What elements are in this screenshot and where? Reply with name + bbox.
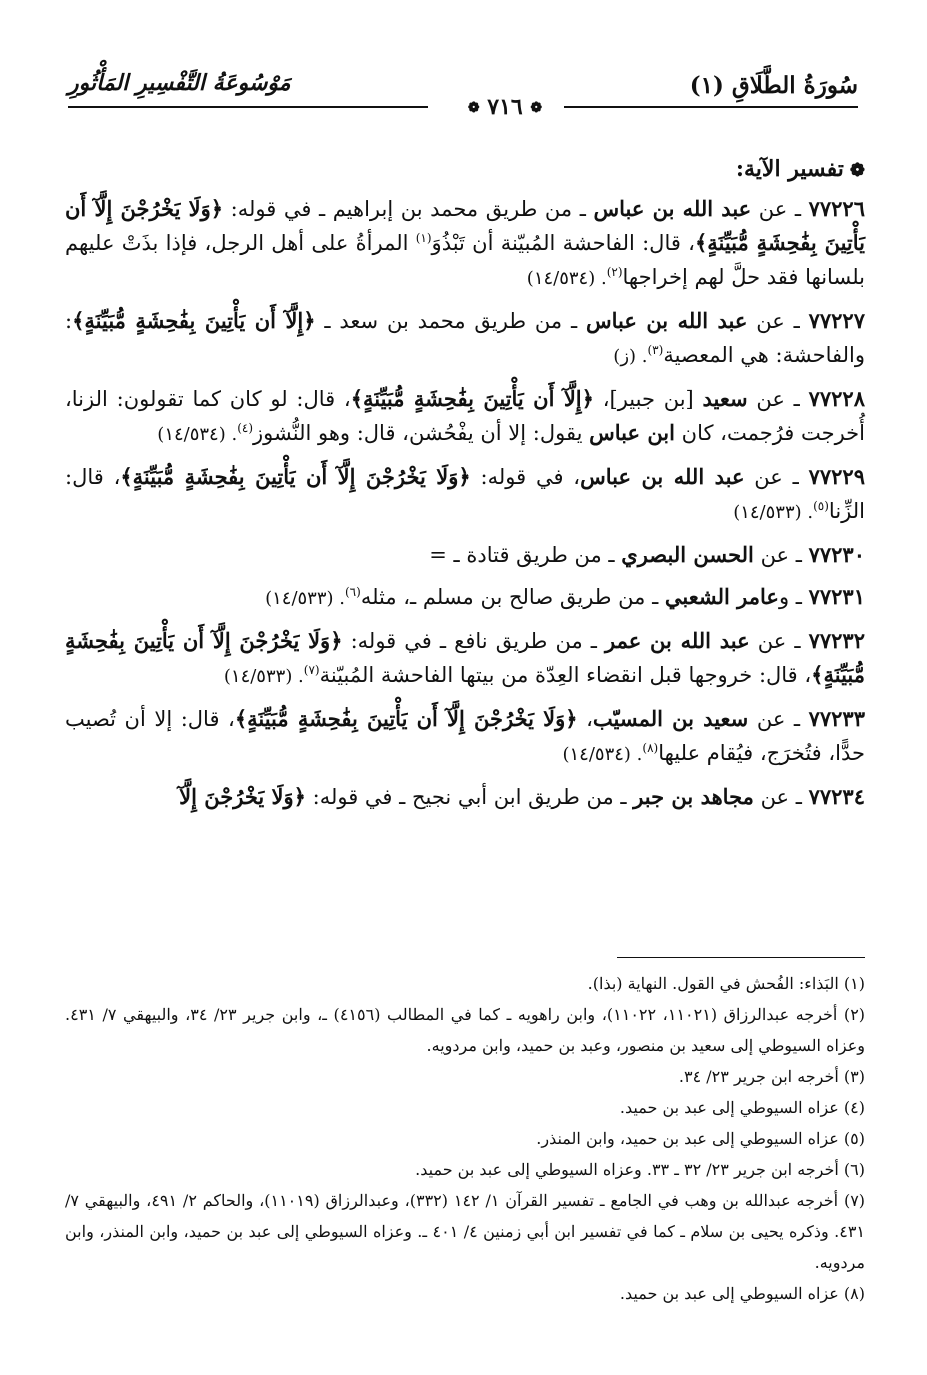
ornament-icon: ❁ — [467, 100, 480, 116]
footnote: (٤) عزاه السيوطي إلى عبد بن حميد. — [619, 1098, 865, 1117]
narrator-name: ابن عباس — [589, 420, 675, 445]
volume-reference: . (١٤/٥٣٣) — [265, 588, 345, 609]
narration-entry: ٧٧٢٢٩ ـ عن عبد الله بن عباس، في قوله: ﴿وَلَا يَخْرُجْنَ إِلَّآ أَن يَأْتِينَ بِفَٰحِشَةٍ مُّبَيِّنَةٍ﴾، قال: الزِّنا$^{(٥)}$. (١٤/٥٣٣) — [65, 464, 865, 523]
narrator-name: مجاهد بن جبر — [633, 784, 754, 809]
series-title: مَوْسُوعَةُ التَّفْسِيرِ المَأْثُورِ — [68, 70, 291, 96]
footnote-marker: (٦) — [344, 585, 361, 599]
footnote: (٧) أخرجه عبدالله بن وهب في الجامع ـ تفسير القرآن ١/ ١٤٢ (٣٣٢)، وعبدالرزاق (١١٠١٩)، والحاكم ٢/ ٤٩١، والبيهقي ٧/ ٤٣١. وذكره يحيى بن سلام ـ كما في تفسير ابن أبي زمنين ٤/ ٤٠١ ـ. وعزاه السيوطي إلى عبد بن حميد، وابن المنذر، وابن مردويه. — [65, 1191, 866, 1272]
section-title-text: تفسير الآية: — [735, 156, 844, 182]
footnote-marker: (٣) — [647, 343, 664, 357]
quran-quote: ﴿إِلَّآ أَن يَأْتِينَ بِفَٰحِشَةٍ مُّبَيِّنَةٍ﴾ — [350, 386, 594, 411]
volume-reference: . (١٤/٥٣٤) — [562, 744, 643, 765]
footnotes — [65, 968, 865, 1309]
narrator-name: عبد الله بن عباس — [580, 464, 745, 489]
footnote-marker: (٨) — [642, 741, 659, 755]
narration-number: ٧٧٢٣٣ — [808, 706, 865, 731]
quran-quote: ﴿وَلَا يَخْرُجْنَ إِلَّآ أَن يَأْتِينَ بِفَٰحِشَةٍ مُّبَيِّنَةٍ﴾ — [234, 706, 578, 731]
narration-entry: ٧٧٢٣٣ ـ عن سعيد بن المسيّب، ﴿وَلَا يَخْرُجْنَ إِلَّآ أَن يَأْتِينَ بِفَٰحِشَةٍ مُّبَيِّنَةٍ﴾، قال: إلا أن تُصيب حدًّا، فتُخرَج، فيُقام عليها$^{(٨)}$. (١٤/٥٣٤) — [65, 706, 865, 765]
narration-number: ٧٧٢٣١ — [808, 584, 865, 609]
narration-entry: ٧٧٢٣٢ ـ عن عبد الله بن عمر ـ من طريق نافع ـ في قوله: ﴿وَلَا يَخْرُجْنَ إِلَّآ أَن يَأْتِينَ بِفَٰحِشَةٍ مُّبَيِّنَةٍ﴾، قال: خروجها قبل انقضاء العِدّة من بيتها الفاحشة المُبيّنة$^{(٧)}$. (١٤/٥٣٣) — [65, 628, 865, 687]
volume-reference: . (١٤/٥٣٤) — [526, 268, 607, 289]
header-rule-right — [558, 106, 858, 108]
narration-entry: ٧٧٢٣١ ـ وعامر الشعبي ـ من طريق صالح بن مسلم ـ، مثله$^{(٦)}$. (١٤/٥٣٣) — [265, 584, 865, 609]
narration-entry: ٧٧٢٢٦ ـ عن عبد الله بن عباس ـ من طريق محمد بن إبراهيم ـ في قوله: ﴿وَلَا يَخْرُجْنَ إِلَّآ أَن يَأْتِينَ بِفَٰحِشَةٍ مُّبَيِّنَةٍ﴾، قال: الفاحشة المُبيّنة أن تَبْذُوَ$^{(١)}$ المرأةُ على أهل الرجل، فإذا بذَتْ عليهم بلسانها فقد حلَّ لهم إخراجها$^{(٢)}$. (١٤/٥٣٤) — [65, 196, 866, 289]
section-heading — [65, 152, 865, 188]
narration-entry: ٧٧٢٣٠ ـ عن الحسن البصري ـ من طريق قتادة ـ = — [429, 542, 865, 567]
main-text — [65, 152, 865, 822]
narration-number: ٧٧٢٣٢ — [808, 628, 865, 653]
narration-number: ٧٧٢٢٩ — [808, 464, 865, 489]
ornament-icon: ❁ — [530, 100, 543, 116]
narrator-name: سعيد — [702, 386, 748, 411]
footnote-marker: (٤) — [237, 421, 254, 435]
footnote: (٦) أخرجه ابن جرير ٢٣/ ٣٢ ـ ٣٣. وعزاه السيوطي إلى عبد بن حميد. — [415, 1160, 865, 1179]
footnote: (٨) عزاه السيوطي إلى عبد بن حميد. — [619, 1284, 865, 1303]
volume-reference: . (١٤/٥٣٣) — [223, 666, 304, 687]
footnote-marker: (٢) — [606, 265, 623, 279]
narrator-name: عبد الله بن عباس — [593, 196, 752, 221]
footnote-marker: (٧) — [303, 663, 320, 677]
quran-quote: ﴿وَلَا يَخْرُجْنَ إِلَّآ أَن يَأْتِينَ بِفَٰحِشَةٍ مُّبَيِّنَةٍ﴾ — [65, 628, 865, 687]
page-header — [68, 64, 858, 120]
footnote: (٢) أخرجه عبدالرزاق (١١٠٢١، ١١٠٢٢)، وابن راهويه ـ كما في المطالب (٤١٥٦) ـ، وابن جرير ٢٣/ ٣٤، والبيهقي ٧/ ٤٣١. وعزاه السيوطي إلى سعيد بن منصور، وعبد بن حميد، وابن مردويه. — [65, 1005, 866, 1055]
footnote-divider — [617, 957, 865, 958]
quran-quote: ﴿وَلَا يَخْرُجْنَ إِلَّآ أَن يَأْتِينَ بِفَٰحِشَةٍ مُّبَيِّنَةٍ﴾ — [120, 464, 471, 489]
volume-reference: . (١٤/٥٣٤) — [157, 424, 238, 445]
footnote: (٥) عزاه السيوطي إلى عبد بن حميد، وابن المنذر. — [536, 1129, 865, 1148]
page-number: ٧١٦ — [487, 94, 523, 120]
flower-ornament-icon: ❁ — [849, 160, 865, 181]
narration-entry: ٧٧٢٢٨ ـ عن سعيد [بن جبير]، ﴿إِلَّآ أَن يَأْتِينَ بِفَٰحِشَةٍ مُّبَيِّنَةٍ﴾، قال: لو كان كما تقولون: الزنا، أُخرجت فرُجمت، كان ابن عباس يقول: إلا أن يفْحُشن، قال: وهو النُّشوز$^{(٤)}$. (١٤/٥٣٤) — [65, 386, 865, 445]
quran-quote: ﴿وَلَا يَخْرُجْنَ إِلَّآ — [179, 784, 306, 809]
narration-entry: ٧٧٢٢٧ ـ عن عبد الله بن عباس ـ من طريق محمد بن سعد ـ ﴿إِلَّآ أَن يَأْتِينَ بِفَٰحِشَةٍ مُّبَيِّنَةٍ﴾: والفاحشة: هي المعصية$^{(٣)}$. (ز) — [65, 308, 865, 367]
narration-number: ٧٧٢٢٨ — [808, 386, 865, 411]
footnote-marker: (٥) — [813, 499, 829, 513]
header-rule-left — [68, 106, 428, 108]
narration-number: ٧٧٢٣٠ — [808, 542, 865, 567]
quran-quote: ﴿وَلَا يَخْرُجْنَ إِلَّآ أَن يَأْتِينَ بِفَٰحِشَةٍ مُّبَيِّنَةٍ﴾ — [65, 196, 866, 255]
narrator-name: سعيد بن المسيّب — [592, 706, 749, 731]
surah-title: سُورَةُ الطَّلَاقِ (١) — [689, 72, 858, 99]
narration-number: ٧٧٢٣٤ — [808, 784, 865, 809]
quran-quote: ﴿إِلَّآ أَن يَأْتِينَ بِفَٰحِشَةٍ مُّبَيِّنَةٍ﴾ — [72, 308, 316, 333]
page-number-block — [446, 94, 564, 120]
volume-reference: . (ز) — [613, 346, 648, 367]
footnote: (٣) أخرجه ابن جرير ٢٣/ ٣٤. — [678, 1067, 865, 1086]
narrator-name: عبد الله بن عمر — [605, 628, 750, 653]
narrator-name: عبد الله بن عباس — [585, 308, 748, 333]
narrator-name: عامر الشعبي — [664, 584, 779, 609]
footnote-marker: (١) — [415, 231, 432, 245]
volume-reference: . (١٤/٥٣٣) — [733, 502, 814, 523]
narration-entry: ٧٧٢٣٤ ـ عن مجاهد بن جبر ـ من طريق ابن أبي نجيح ـ في قوله: ﴿وَلَا يَخْرُجْنَ إِلَّآ — [179, 784, 865, 809]
narrator-name: الحسن البصري — [621, 542, 754, 567]
narration-number: ٧٧٢٢٦ — [808, 196, 865, 221]
narration-number: ٧٧٢٢٧ — [808, 308, 865, 333]
footnote: (١) البَذاء: الفُحش في القول. النهاية (بذا). — [587, 974, 865, 993]
